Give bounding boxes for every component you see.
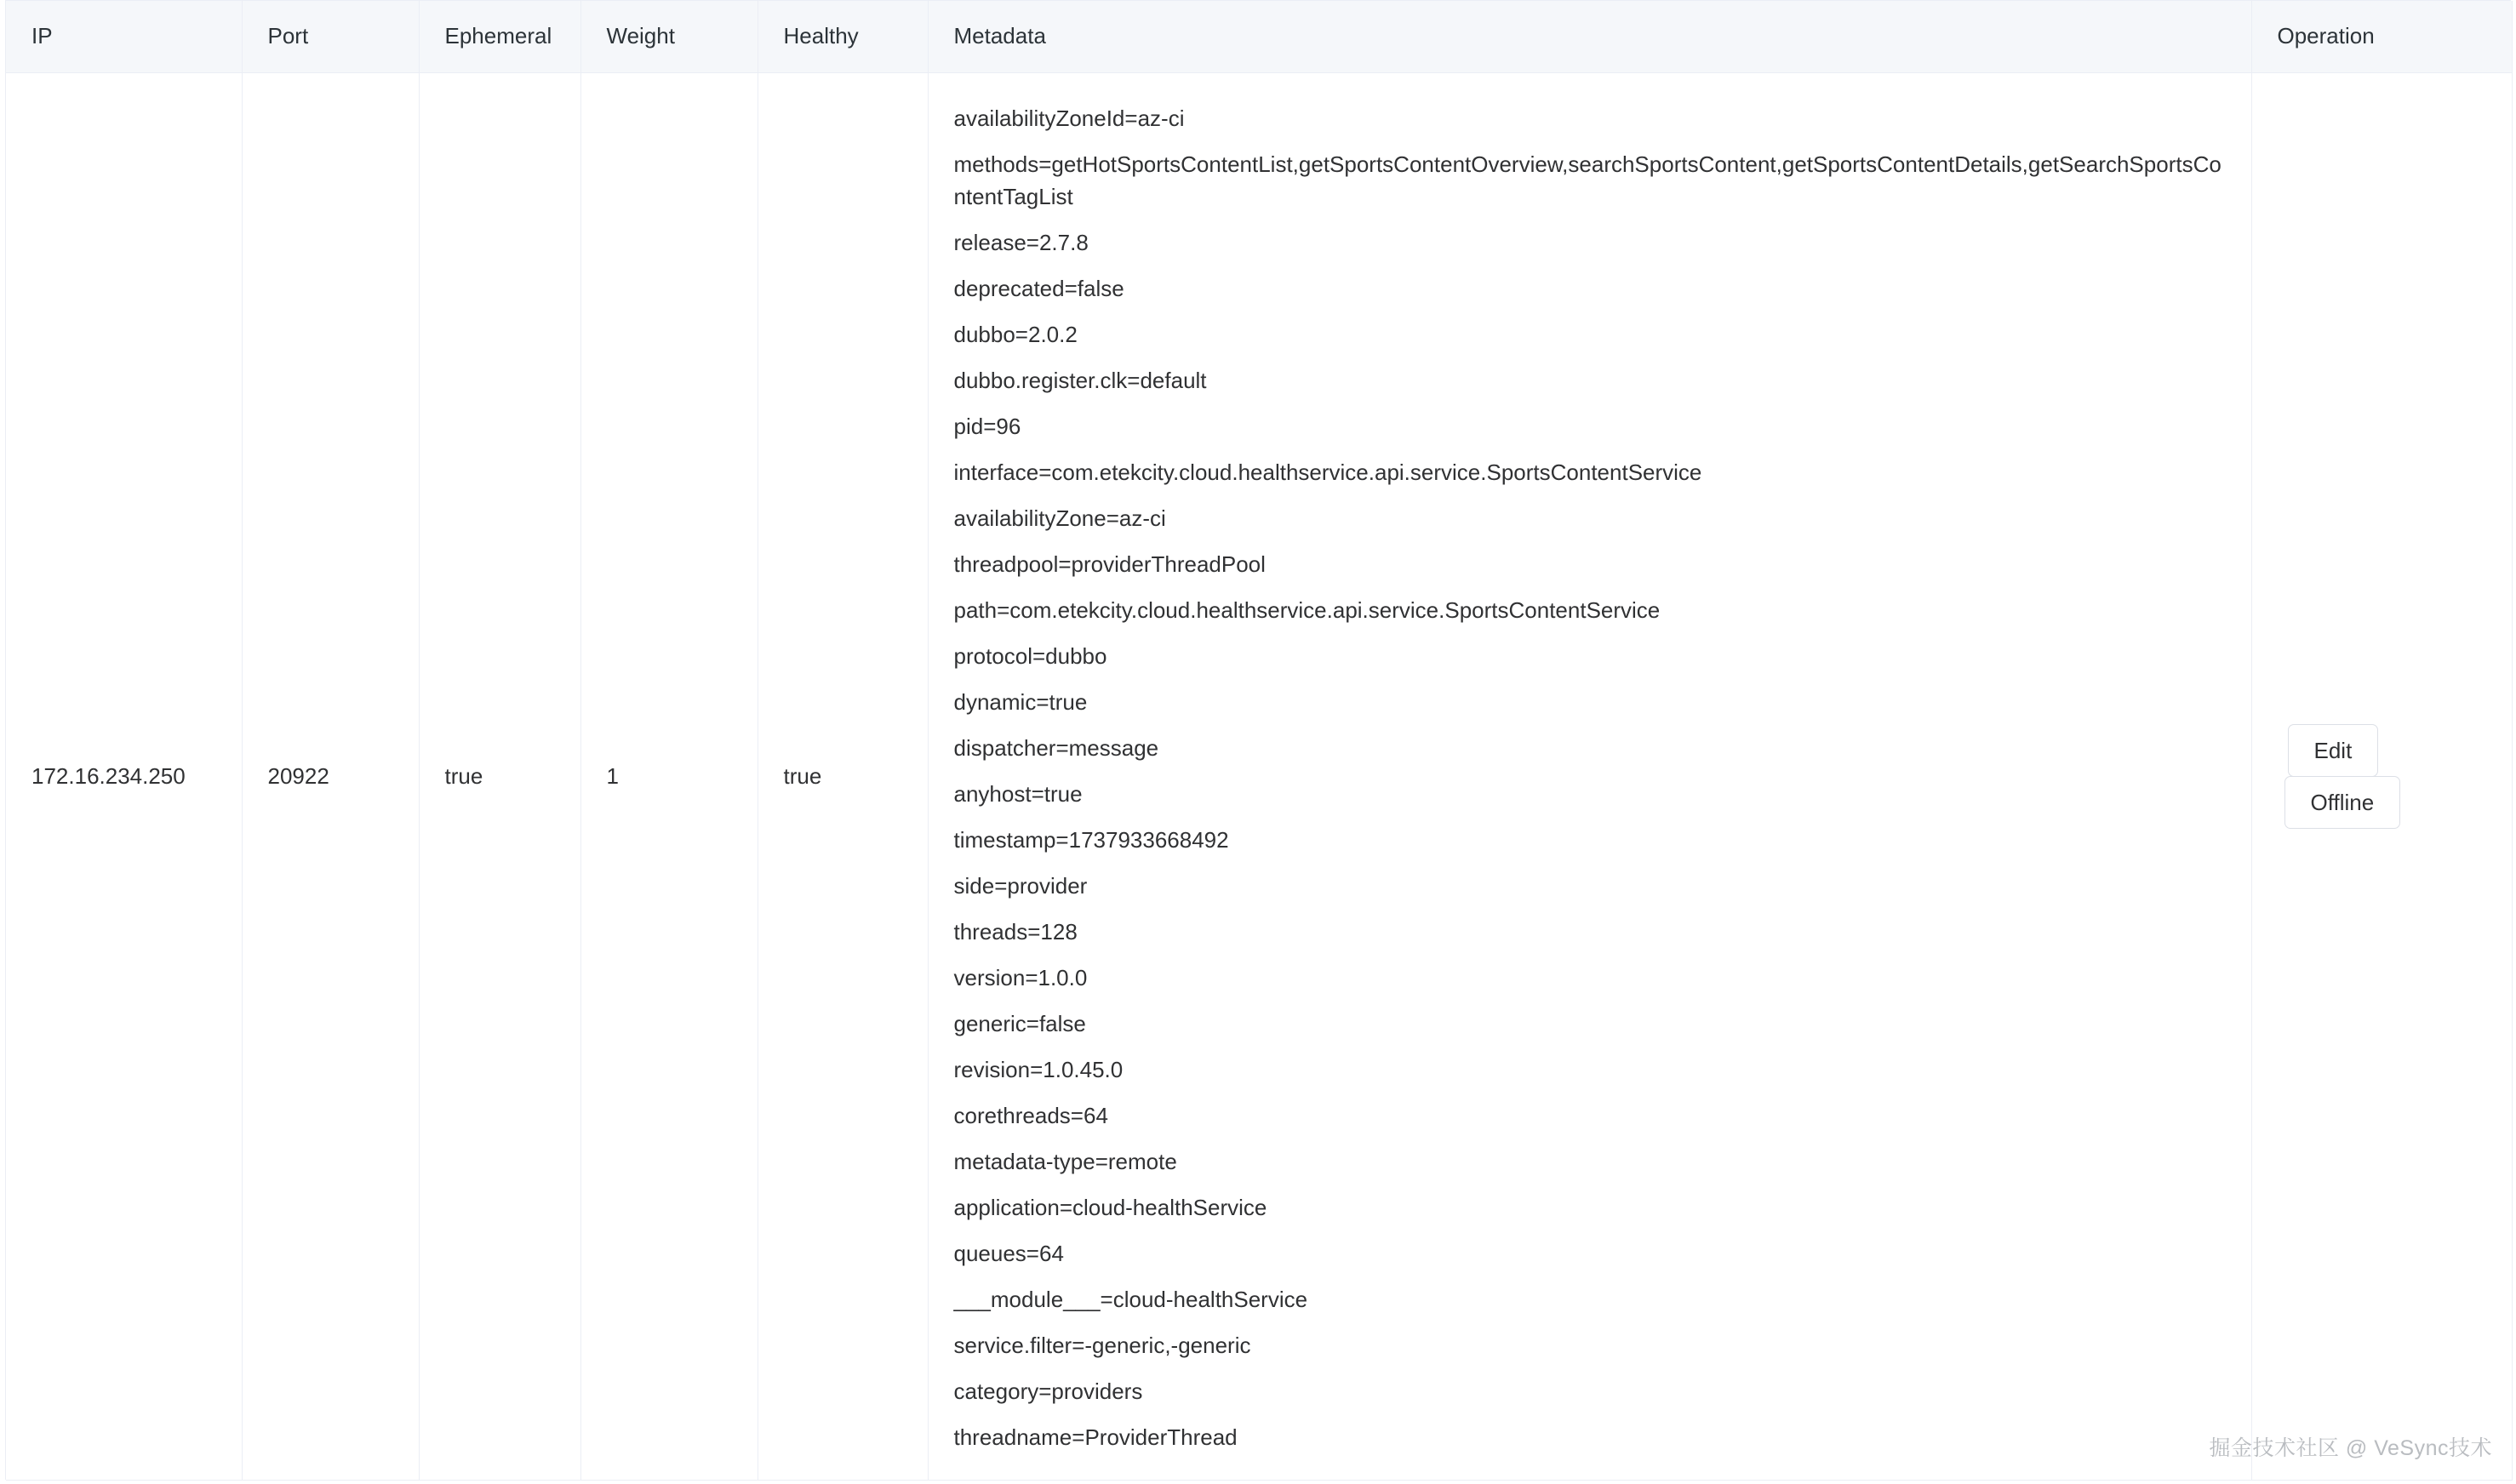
metadata-line: ___module___=cloud-healthService	[953, 1287, 1308, 1312]
table-row	[6, 72, 2512, 1480]
metadata-line: threads=128	[953, 919, 1078, 945]
column-header-metadata: Metadata	[928, 1, 2251, 72]
metadata-line: service.filter=-generic,-generic	[953, 1333, 1251, 1358]
column-header-ephemeral: Ephemeral	[419, 1, 580, 72]
metadata-line: availabilityZoneId=az-ci	[953, 106, 1185, 131]
cell-port: 20922	[242, 72, 419, 1480]
metadata-list	[954, 90, 2226, 1462]
data-table	[6, 1, 2513, 1481]
metadata-line: anyhost=true	[953, 781, 1083, 807]
cell-weight: 1	[580, 72, 758, 1480]
cell-healthy: true	[758, 72, 928, 1480]
cell-ephemeral: true	[419, 72, 580, 1480]
metadata-line: deprecated=false	[953, 276, 1124, 301]
metadata-line: corethreads=64	[953, 1103, 1108, 1128]
edit-button[interactable]: Edit	[2288, 724, 2379, 777]
metadata-line: application=cloud-healthService	[953, 1195, 1267, 1220]
metadata-line: release=2.7.8	[953, 230, 1089, 255]
offline-button[interactable]: Offline	[2284, 776, 2401, 829]
metadata-line: dubbo=2.0.2	[953, 322, 1078, 347]
metadata-line: timestamp=1737933668492	[953, 827, 1229, 853]
table-header-row	[6, 1, 2512, 72]
metadata-line: threadname=ProviderThread	[953, 1424, 1238, 1450]
column-header-weight: Weight	[580, 1, 758, 72]
column-header-port: Port	[242, 1, 419, 72]
metadata-line: dispatcher=message	[953, 735, 1159, 761]
service-instances-table	[5, 0, 2511, 1480]
metadata-line: pid=96	[953, 414, 1021, 439]
watermark: 掘金技术社区 @ VeSync技术	[2209, 1436, 2492, 1460]
metadata-line: dubbo.register.clk=default	[953, 368, 1207, 393]
operation-buttons	[2278, 724, 2486, 829]
metadata-line: methods=getHotSportsContentList,getSportsContentOverview,searchSportsContent,getSportsContentDetails,getSearchSportsContentTagList	[953, 151, 2222, 209]
metadata-line: dynamic=true	[953, 689, 1088, 715]
metadata-line: metadata-type=remote	[953, 1149, 1177, 1174]
cell-ip: 172.16.234.250	[6, 72, 242, 1480]
metadata-line: category=providers	[953, 1378, 1143, 1404]
column-header-operation: Operation	[2251, 1, 2512, 72]
metadata-line: protocol=dubbo	[953, 643, 1107, 669]
metadata-line: queues=64	[953, 1241, 1064, 1266]
metadata-line: interface=com.etekcity.cloud.healthservice.api.service.SportsContentService	[953, 459, 1702, 485]
column-header-healthy: Healthy	[758, 1, 928, 72]
metadata-line: availabilityZone=az-ci	[953, 505, 1166, 531]
metadata-line: side=provider	[953, 873, 1088, 899]
metadata-line: path=com.etekcity.cloud.healthservice.api.service.SportsContentService	[953, 597, 1661, 623]
column-header-ip: IP	[6, 1, 242, 72]
metadata-line: generic=false	[953, 1011, 1086, 1036]
metadata-line: threadpool=providerThreadPool	[953, 551, 1266, 577]
table-header	[6, 1, 2512, 72]
table-body	[6, 72, 2512, 1480]
metadata-line: version=1.0.0	[953, 965, 1088, 990]
metadata-line: revision=1.0.45.0	[953, 1057, 1124, 1082]
cell-operation	[2251, 72, 2512, 1480]
cell-metadata	[928, 72, 2251, 1480]
